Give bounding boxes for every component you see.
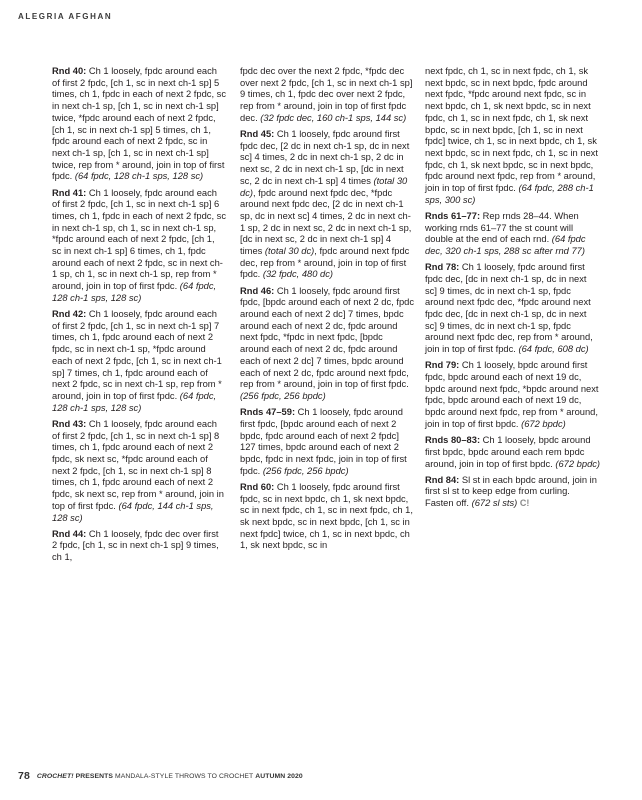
round-text: Ch 1 loosely, fpdc around first fpdc, sc in next bpdc, ch 1, sk next bpdc, sc in next fpdc, ch 1, sc in next fpdc, ch 1, sk next bpdc, sc in next bpdc, [ch 1, sc in next fpdc] twice, ch 1, sc in next bpdc, ch 1, sk next bpdc, sc in [240,481,413,551]
stitch-count: (256 fpdc, 256 bpdc) [240,390,326,401]
rounds-47-59 [240,407,414,477]
round-44-continued [240,66,414,125]
round-text: , fpdc around next fpdc dec, *fpdc around next fpdc dec, [2 dc in next ch-1 sp, dc in next sc] 4 times, 2 dc in next ch-1 sp, 2 dc in next sc, 2 dc in next ch-1 sp, [dc in next sc, 2 dc in next ch-1 sp] 4 times [240,187,412,257]
round-45 [240,129,414,281]
round-text: Ch 1 loosely, fpdc around each of first 2 fpdc, [ch 1, sc in next ch-1 sp] 6 times, ch 1, fpdc in each of next 2 fpdc, sc in next ch-1 sp, ch 1, sc in next ch-1 sp, *fpdc around each of next 2 fpdc, [ch 1, sc in next ch-1 sp] 6 times, ch 1, fpdc around each of next 2 fpdc, sc in next ch-1 sp, ch 1, sc in next ch-1 sp, rep from * around, join in top of first fpdc. [52,187,226,292]
stitch-count: (64 fpdc, 288 ch-1 sps, 300 sc) [425,183,594,205]
round-text: Ch 1 loosely, fpdc dec over first 2 fpdc, [ch 1, sc in next ch-1 sp] 9 times, ch 1, [52,528,219,563]
round-78 [425,262,601,356]
round-label: Rnd 45: [240,129,275,140]
closing-mark: C! [519,498,530,509]
brand-name: CROCHET! [36,773,74,780]
issue-label: AUTUMN 2020 [255,773,303,780]
round-text: next fpdc, ch 1, sc in next fpdc, ch 1, sk next bpdc, sc in next bpdc, fpdc around next fpdc, *fpdc around next fpdc, sc in next bpdc, ch 1, sk next bpdc, sc in next fpdc, ch 1, sc in next fpdc, ch 1, sk next bpdc, sc in next bpdc, [ch 1, sc in next fpdc] twice, ch 1, sc in next bpdc, ch 1, sk next bpdc, sc in next fpdc, ch 1, sc in next fpdc, ch 1, sk next bpdc, sc in next bpdc, fpdc around next fpdc, rep from * around, join in top of first fpdc. [425,66,598,194]
round-label: Rnd 44: [52,528,87,539]
round-text: Ch 1 loosely, fpdc around each of first 2 fpdc, [ch 1, sc in next ch-1 sp] 8 times, ch 1, fpdc around each of next 2 fpdc, sk next sc, *fpdc around each of next 2 fpdc, [ch 1, sc in next ch-1 sp] 8 times, ch 1, fpdc around each of next 2 fpdc, sk next sc, rep from * around, join in top of first fpdc. [52,418,224,511]
page-number: 78 [18,770,30,782]
round-text: Ch 1 loosely, fpdc around first fpdc, [bpdc around each of next 2 dc, fpdc around each of next 2 dc] 7 times, bpdc around each of next 2 dc, fpdc around next fpdc, *fpdc in next fpdc, [bpdc around each of next 2 dc, fpdc around each of next 2 dc] 7 times, bpdc around each of next 2 dc, fpdc around next fpdc, rep from * around, join in top of first fpdc. [240,285,415,390]
round-label: Rnd 40: [52,66,87,76]
stitch-count: (672 bpdc) [555,458,601,469]
round-42 [52,309,226,414]
round-label: Rnd 42: [52,309,87,320]
round-text: Ch 1 loosely, fpdc around first fpdc dec, [2 dc in next ch-1 sp, dc in next sc] 4 times, 2 dc in next ch-1 sp, 2 dc in next sc, 2 dc in next ch-1 sp, [dc in next sc, 2 dc in next ch-1 sp] 4 times [240,129,410,186]
round-label: Rnd 78: [425,262,460,273]
rounds-80-83 [425,435,601,470]
round-43 [52,419,226,524]
presents-label: PRESENTS [75,773,113,780]
stitch-count: (64 fpdc, 144 ch-1 sps, 128 sc) [52,500,214,523]
page-header: ALEGRIA AFGHAN [18,12,113,21]
round-60-continued [425,66,601,206]
stitch-count: (32 fpdc dec, 160 ch-1 sps, 144 sc) [260,112,407,123]
rounds-61-77 [425,211,601,258]
round-text: Ch 1 loosely, fpdc around each of first 2 fpdc, [ch 1, sc in next ch-1 sp] 7 times, ch 1, fpdc around each of next 2 fpdc, sc in next ch-1 sp, *fpdc around each of next 2 fpdc, [ch 1, sc in next ch-1 sp] 7 times, ch 1, fpdc around each of next 2 fpdc, sc in next ch-1 sp, rep from * around, join in top of first fpdc. [52,309,222,401]
round-label: Rnd 41: [52,187,87,198]
round-text: Ch 1 loosely, bpdc around first fpdc, bpdc around each of next 19 dc, bpdc around next fpdc, *bpdc around next fpdc, bpdc around each of next 19 dc, bpdc around next fpdc, rep from * around, join in top of first bpdc. [425,360,599,429]
round-44 [52,529,226,564]
round-label: Rnd 84: [425,474,460,485]
stitch-count: (672 bpdc) [521,418,566,429]
round-text: Ch 1 loosely, bpdc around first bpdc, bpdc around each rem bpdc around, join in top of first bpdc. [425,435,591,469]
pattern-column-1 [52,66,226,564]
stitch-count: (672 sl sts) [471,498,518,509]
round-label: Rnd 43: [52,418,87,429]
round-text: fpdc dec over the next 2 fpdc, *fpdc dec over next 2 fpdc, [ch 1, sc in next ch-1 sp] 9 times, ch 1, fpdc dec over next 2 fpdc, rep from * around, join in top of first fpdc dec. [240,66,413,123]
round-text: Ch 1 loosely, fpdc around first fpdc, [bpdc around each of next 2 bpdc, fpdc around each of next 2 fpdc] 127 times, bpdc around each of next 2 bpdc, fpdc in next fpdc, join in top of first fpdc. [240,407,407,476]
page-footer [18,770,303,782]
pattern-column-3 [425,66,601,510]
round-40 [52,66,226,183]
publication-title: MANDALA-STYLE THROWS TO CROCHET [115,773,254,780]
stitch-count: (64 fpdc, 128 ch-1 sps, 128 sc) [52,281,217,303]
round-41 [52,188,226,305]
round-label: Rnds 47–59: [240,407,296,418]
stitch-count: (64 fpdc dec, 320 ch-1 sps, 288 sc after rnd 77) [425,234,586,257]
pattern-column-2 [240,66,414,552]
stitch-count: (64 fpdc, 608 dc) [518,344,589,355]
round-label: Rnds 61–77: [425,210,481,221]
stitch-count: (32 fpdc, 480 dc) [262,269,333,280]
round-text: Rep rnds 28–44. When working rnds 61–77 the st count will double at the end of each rnd. [425,210,579,245]
round-text: Sl st in each bpdc around, join in first sl st to keep edge from curling. Fasten off. [425,474,597,509]
round-79 [425,360,601,430]
round-label: Rnd 60: [240,481,275,492]
round-84 [425,475,601,510]
stitch-note: (total 30 dc) [240,175,408,198]
stitch-count: (256 fpdc, 256 bpdc) [262,465,349,476]
round-text: Ch 1 loosely, fpdc around first fpdc dec, [dc in next ch-1 sp, dc in next sc] 9 times, dc in next ch-1 sp, fpdc around next fpdc dec, *fpdc around next fpdc dec, [dc in next ch-1 sp, dc in next sc] 9 times, dc in next ch-1 sp, fpdc around next fpdc dec, rep from * around, join in top of first fpdc. [425,262,593,355]
round-label: Rnd 46: [240,285,275,296]
round-label: Rnds 80–83: [425,435,481,446]
stitch-count: (64 fpdc, 128 ch-1 sps, 128 sc) [74,171,204,182]
round-60 [240,482,414,552]
stitch-count: (64 fpdc, 128 ch-1 sps, 128 sc) [52,390,217,413]
stitch-note: (total 30 dc) [264,246,315,257]
round-text: Ch 1 loosely, fpdc around each of first 2 fpdc, [ch 1, sc in next ch-1 sp] 5 times, ch 1, fpdc in each of next 2 fpdc, sc in next ch-1 sp, [ch 1, sc in next ch-1 sp] twice, *fpdc around each of next 2 fpdc, [ch 1, sc in next ch-1 sp] 5 times, ch 1, fpdc around each of next 2 fpdc, sc in next ch-1 sp, [ch 1, sc in next ch-1 sp] twice, rep from * around, join in top of first fpdc. [52,66,226,182]
round-label: Rnd 79: [425,360,460,371]
round-text: , fpdc around next fpdc dec, rep from * around, join in top of first fpdc. [240,246,410,280]
round-46 [240,286,414,403]
